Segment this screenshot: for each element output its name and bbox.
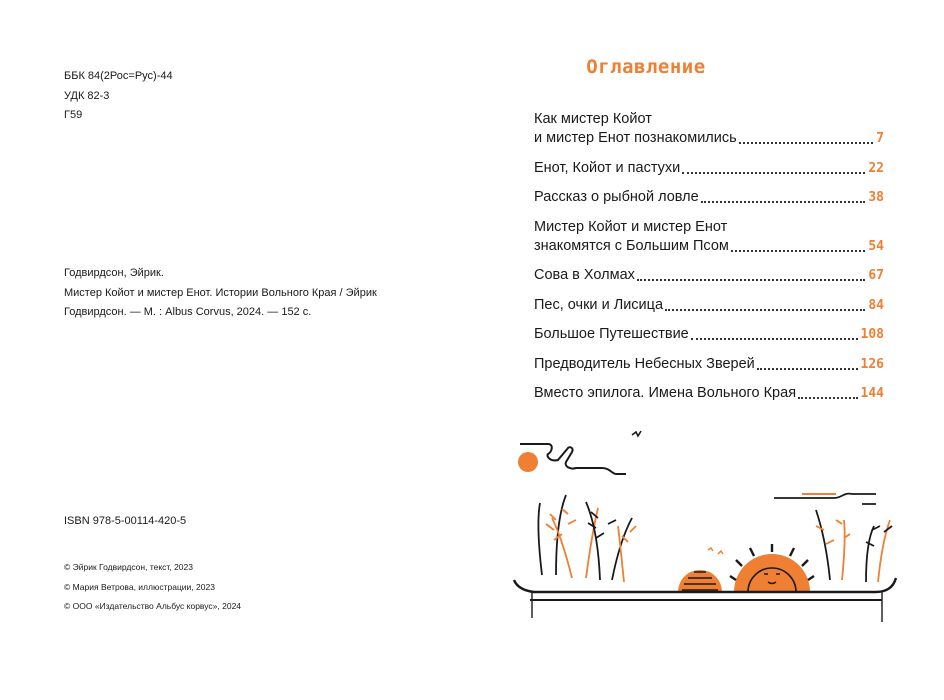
citation-line: Годвирдсон, Эйрик. xyxy=(64,267,164,279)
toc-entry[interactable] xyxy=(534,325,884,344)
copyright-line: © Эйрик Годвирдсон, текст, 2023 xyxy=(64,562,193,572)
hill-line xyxy=(774,494,876,504)
bbk-code: ББК 84(2Рос=Рус)-44 xyxy=(64,70,173,82)
dot-leader xyxy=(757,368,858,370)
copyright-line: © ООО «Издательство Альбус корвус», 2024 xyxy=(64,601,242,611)
toc-entry-title: Предводитель Небесных Зверей xyxy=(534,355,755,372)
toc-entry[interactable] xyxy=(534,296,884,315)
toc-entry-page: 54 xyxy=(868,238,884,254)
toc-entry[interactable] xyxy=(534,355,884,374)
toc-entry-page: 144 xyxy=(860,386,884,401)
toc-entry-title: Вместо эпилога. Имена Вольного Края xyxy=(534,385,797,401)
toc-entry-title: Рассказ о рыбной ловле xyxy=(534,189,699,205)
toc-entry-page: 22 xyxy=(868,160,884,176)
dot-leader xyxy=(665,309,865,311)
udk-code: УДК 82-3 xyxy=(64,89,110,102)
author-mark: Г59 xyxy=(64,109,83,121)
copyright-block xyxy=(64,558,241,617)
table-of-contents xyxy=(534,110,884,414)
toc-entry-title: Большое Путешествие xyxy=(534,326,689,342)
toc-entry[interactable] xyxy=(534,384,884,403)
bibliographic-citation xyxy=(64,264,404,323)
toc-title: Оглавление xyxy=(586,56,706,78)
toc-entry[interactable] xyxy=(534,218,884,256)
citation-line: Мистер Койот и мистер Енот. Истории Вольного Края / Эйрик xyxy=(64,286,377,299)
toc-entry-page: 108 xyxy=(860,327,884,342)
toc-entry-page: 38 xyxy=(868,190,884,205)
small-dome xyxy=(678,570,722,592)
dot-leader xyxy=(701,201,866,203)
toc-entry[interactable] xyxy=(534,159,884,178)
toc-entry[interactable] xyxy=(534,266,884,285)
toc-entry-title: Пес, очки и Лисица xyxy=(534,296,664,313)
dot-leader xyxy=(798,397,857,399)
copyright-line: © Мария Ветрова, иллюстрации, 2023 xyxy=(64,581,215,592)
toc-entry-page: 67 xyxy=(868,268,884,283)
dot-leader xyxy=(731,250,865,252)
toc-entry-title: Сова в Холмах xyxy=(534,267,635,283)
toc-entry[interactable] xyxy=(534,110,884,148)
toc-entry-page: 126 xyxy=(860,356,884,372)
dot-leader xyxy=(682,172,865,174)
sun-icon xyxy=(518,452,538,472)
dot-leader xyxy=(691,338,858,340)
right-page xyxy=(472,0,944,700)
isbn: ISBN 978-5-00114-420-5 xyxy=(64,515,187,527)
grass-left xyxy=(538,495,636,582)
dot-leader xyxy=(739,142,874,144)
grass-right xyxy=(816,510,892,582)
bird-icon xyxy=(632,431,641,436)
toc-entry[interactable] xyxy=(534,188,884,207)
small-birds xyxy=(708,548,723,554)
toc-entry-title: Енот, Койот и пастухи xyxy=(534,159,681,176)
citation-line: Годвирдсон. — М. : Albus Corvus, 2024. — 152 с. xyxy=(64,306,312,318)
bench-legs xyxy=(532,592,882,622)
dot-leader xyxy=(637,279,865,281)
classification-codes xyxy=(64,67,173,126)
landscape-illustration xyxy=(512,420,912,635)
toc-entry-page: 7 xyxy=(876,131,884,146)
big-sun-dome xyxy=(730,544,814,592)
toc-entry-page: 84 xyxy=(868,297,884,313)
toc-entry-title: Мистер Койот и мистер Енот знакомятся с Большим Псом xyxy=(534,218,729,254)
toc-entry-title: Как мистер Койот и мистер Енот познакомились xyxy=(534,111,737,146)
